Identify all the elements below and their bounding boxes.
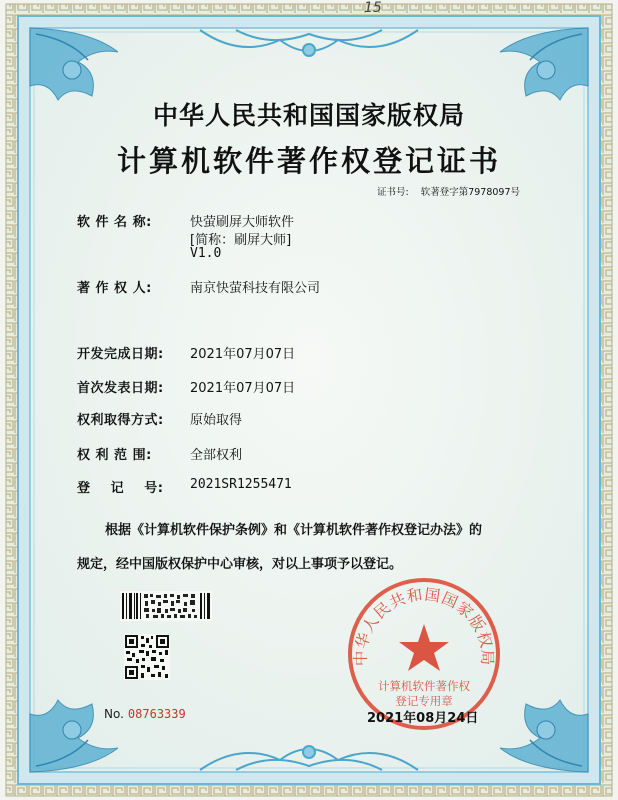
- seal-line-1: 计算机软件著作权: [378, 679, 470, 693]
- statement-line-1: 根据《计算机软件保护条例》和《计算机软件著作权登记办法》的: [105, 523, 483, 538]
- software-version: V1.0: [190, 246, 222, 261]
- seal-line-2: 登记专用章: [395, 694, 453, 708]
- certificate-number-label: 证书号:: [376, 187, 409, 198]
- software-name-label: 软 件 名 称:: [77, 215, 152, 230]
- acquisition-method-value: 原始取得: [190, 413, 243, 428]
- registration-number-value: 2021SR1255471: [190, 477, 292, 492]
- seal-star-icon: [399, 624, 449, 671]
- acquisition-method-label: 权利取得方式:: [77, 413, 164, 428]
- barcode: [120, 591, 212, 621]
- field-software-name: [77, 211, 295, 230]
- field-first-publish-date: [77, 377, 296, 396]
- completion-date-value: 2021年07月07日: [190, 347, 296, 362]
- copyright-holder-value: 南京快萤科技有限公司: [190, 281, 321, 296]
- field-acquisition-method: [77, 409, 243, 428]
- copyright-holder-label: 著 作 权 人:: [77, 281, 152, 296]
- field-completion-date: [77, 343, 296, 362]
- field-registration-number: [77, 477, 292, 496]
- statement-line-2: 规定，经中国版权保护中心审核，对以上事项予以登记。: [77, 557, 403, 572]
- certificate-number: [377, 184, 520, 198]
- certificate-number-value: 软著登字第7978097号: [420, 187, 520, 198]
- rights-scope-value: 全部权利: [190, 448, 243, 463]
- serial-number-label: No.: [104, 707, 124, 721]
- certificate-title: 计算机软件著作权登记证书: [116, 144, 501, 178]
- rights-scope-label: 权 利 范 围:: [77, 448, 152, 463]
- completion-date-label: 开发完成日期:: [77, 347, 164, 362]
- software-name-value: 快萤刷屏大师软件: [190, 215, 295, 230]
- software-short-name: [简称：刷屏大师]: [190, 233, 292, 248]
- first-publish-date-value: 2021年07月07日: [190, 381, 296, 396]
- serial-number-value: 08763339: [127, 707, 186, 721]
- field-copyright-holder: [77, 277, 321, 296]
- field-rights-scope: [77, 444, 243, 463]
- issuing-authority-title: 中华人民共和国国家版权局: [152, 101, 465, 130]
- first-publish-date-label: 首次发表日期:: [77, 381, 164, 396]
- issue-date: 2021年08月24日: [367, 711, 479, 726]
- handwritten-mark: 15: [364, 0, 382, 16]
- seal-arc-text: 中华人民共和国国家版权局: [351, 585, 497, 667]
- serial-number: [104, 707, 186, 721]
- qr-code: [124, 634, 170, 680]
- registration-number-label: 登 记 号:: [77, 481, 164, 496]
